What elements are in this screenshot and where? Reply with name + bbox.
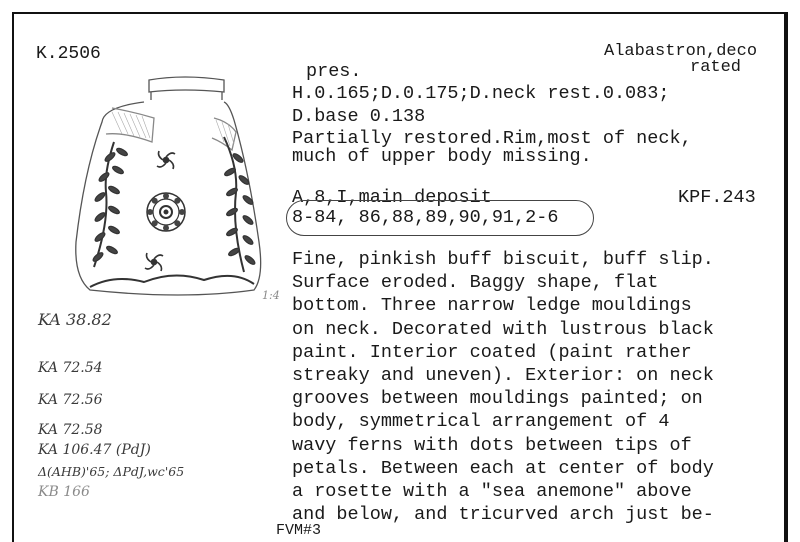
description-line: streaky and uneven). Exterior: on neck [292,365,714,387]
footer-text: FVM#3 [276,522,322,539]
drawing-scale: 1:4 [262,289,280,302]
description-block [292,248,714,526]
description-line: a rosette with a "sea anemone" above [292,481,692,503]
findspot-location: A,8,I,main deposit [292,187,492,208]
object-type: Alabastron,deco [604,42,758,61]
description-line: and below, and tricurved arch just be- [292,504,714,526]
dimensions-pres: pres. [306,61,362,82]
handwritten-ref: KB 166 [38,484,90,500]
deposit-numbers: 8-84, 86,88,89,90,91,2-6 [292,207,559,228]
description-line: wavy ferns with dots between tips of [292,434,692,456]
handwritten-ref: KA 106.47 (PdJ) [38,442,151,458]
description-line: grooves between mouldings painted; on [292,388,703,410]
object-type-cont: rated [690,58,742,77]
condition-line-1: Partially restored.Rim,most of neck, [292,128,692,149]
description-line: bottom. Three narrow ledge mouldings [292,295,692,317]
catalog-card [12,12,788,542]
handwritten-ref: Δ(AHB)'65; ΔPdJ,wc'65 [38,464,185,479]
description-line: body, symmetrical arrangement of 4 [292,411,670,433]
handwritten-ref: KA 72.54 [38,360,103,376]
catalog-number: K.2506 [36,44,101,64]
description-line: paint. Interior coated (paint rather [292,341,692,363]
description-line: Surface eroded. Baggy shape, flat [292,272,659,294]
handwritten-ref: KA 72.58 [38,422,103,438]
dimensions-base: D.base 0.138 [292,106,426,127]
description-line: on neck. Decorated with lustrous black [292,318,714,340]
description-line: petals. Between each at center of body [292,457,714,479]
description-line: Fine, pinkish buff biscuit, buff slip. [292,249,714,270]
condition-line-2: much of upper body missing. [292,146,592,167]
kpf-number: KPF.243 [678,187,756,208]
handwritten-ref: KA 72.56 [38,392,103,408]
dimensions-line: H.0.165;D.0.175;D.neck rest.0.083; [292,83,670,104]
handwritten-ref: KA 38.82 [38,310,112,329]
